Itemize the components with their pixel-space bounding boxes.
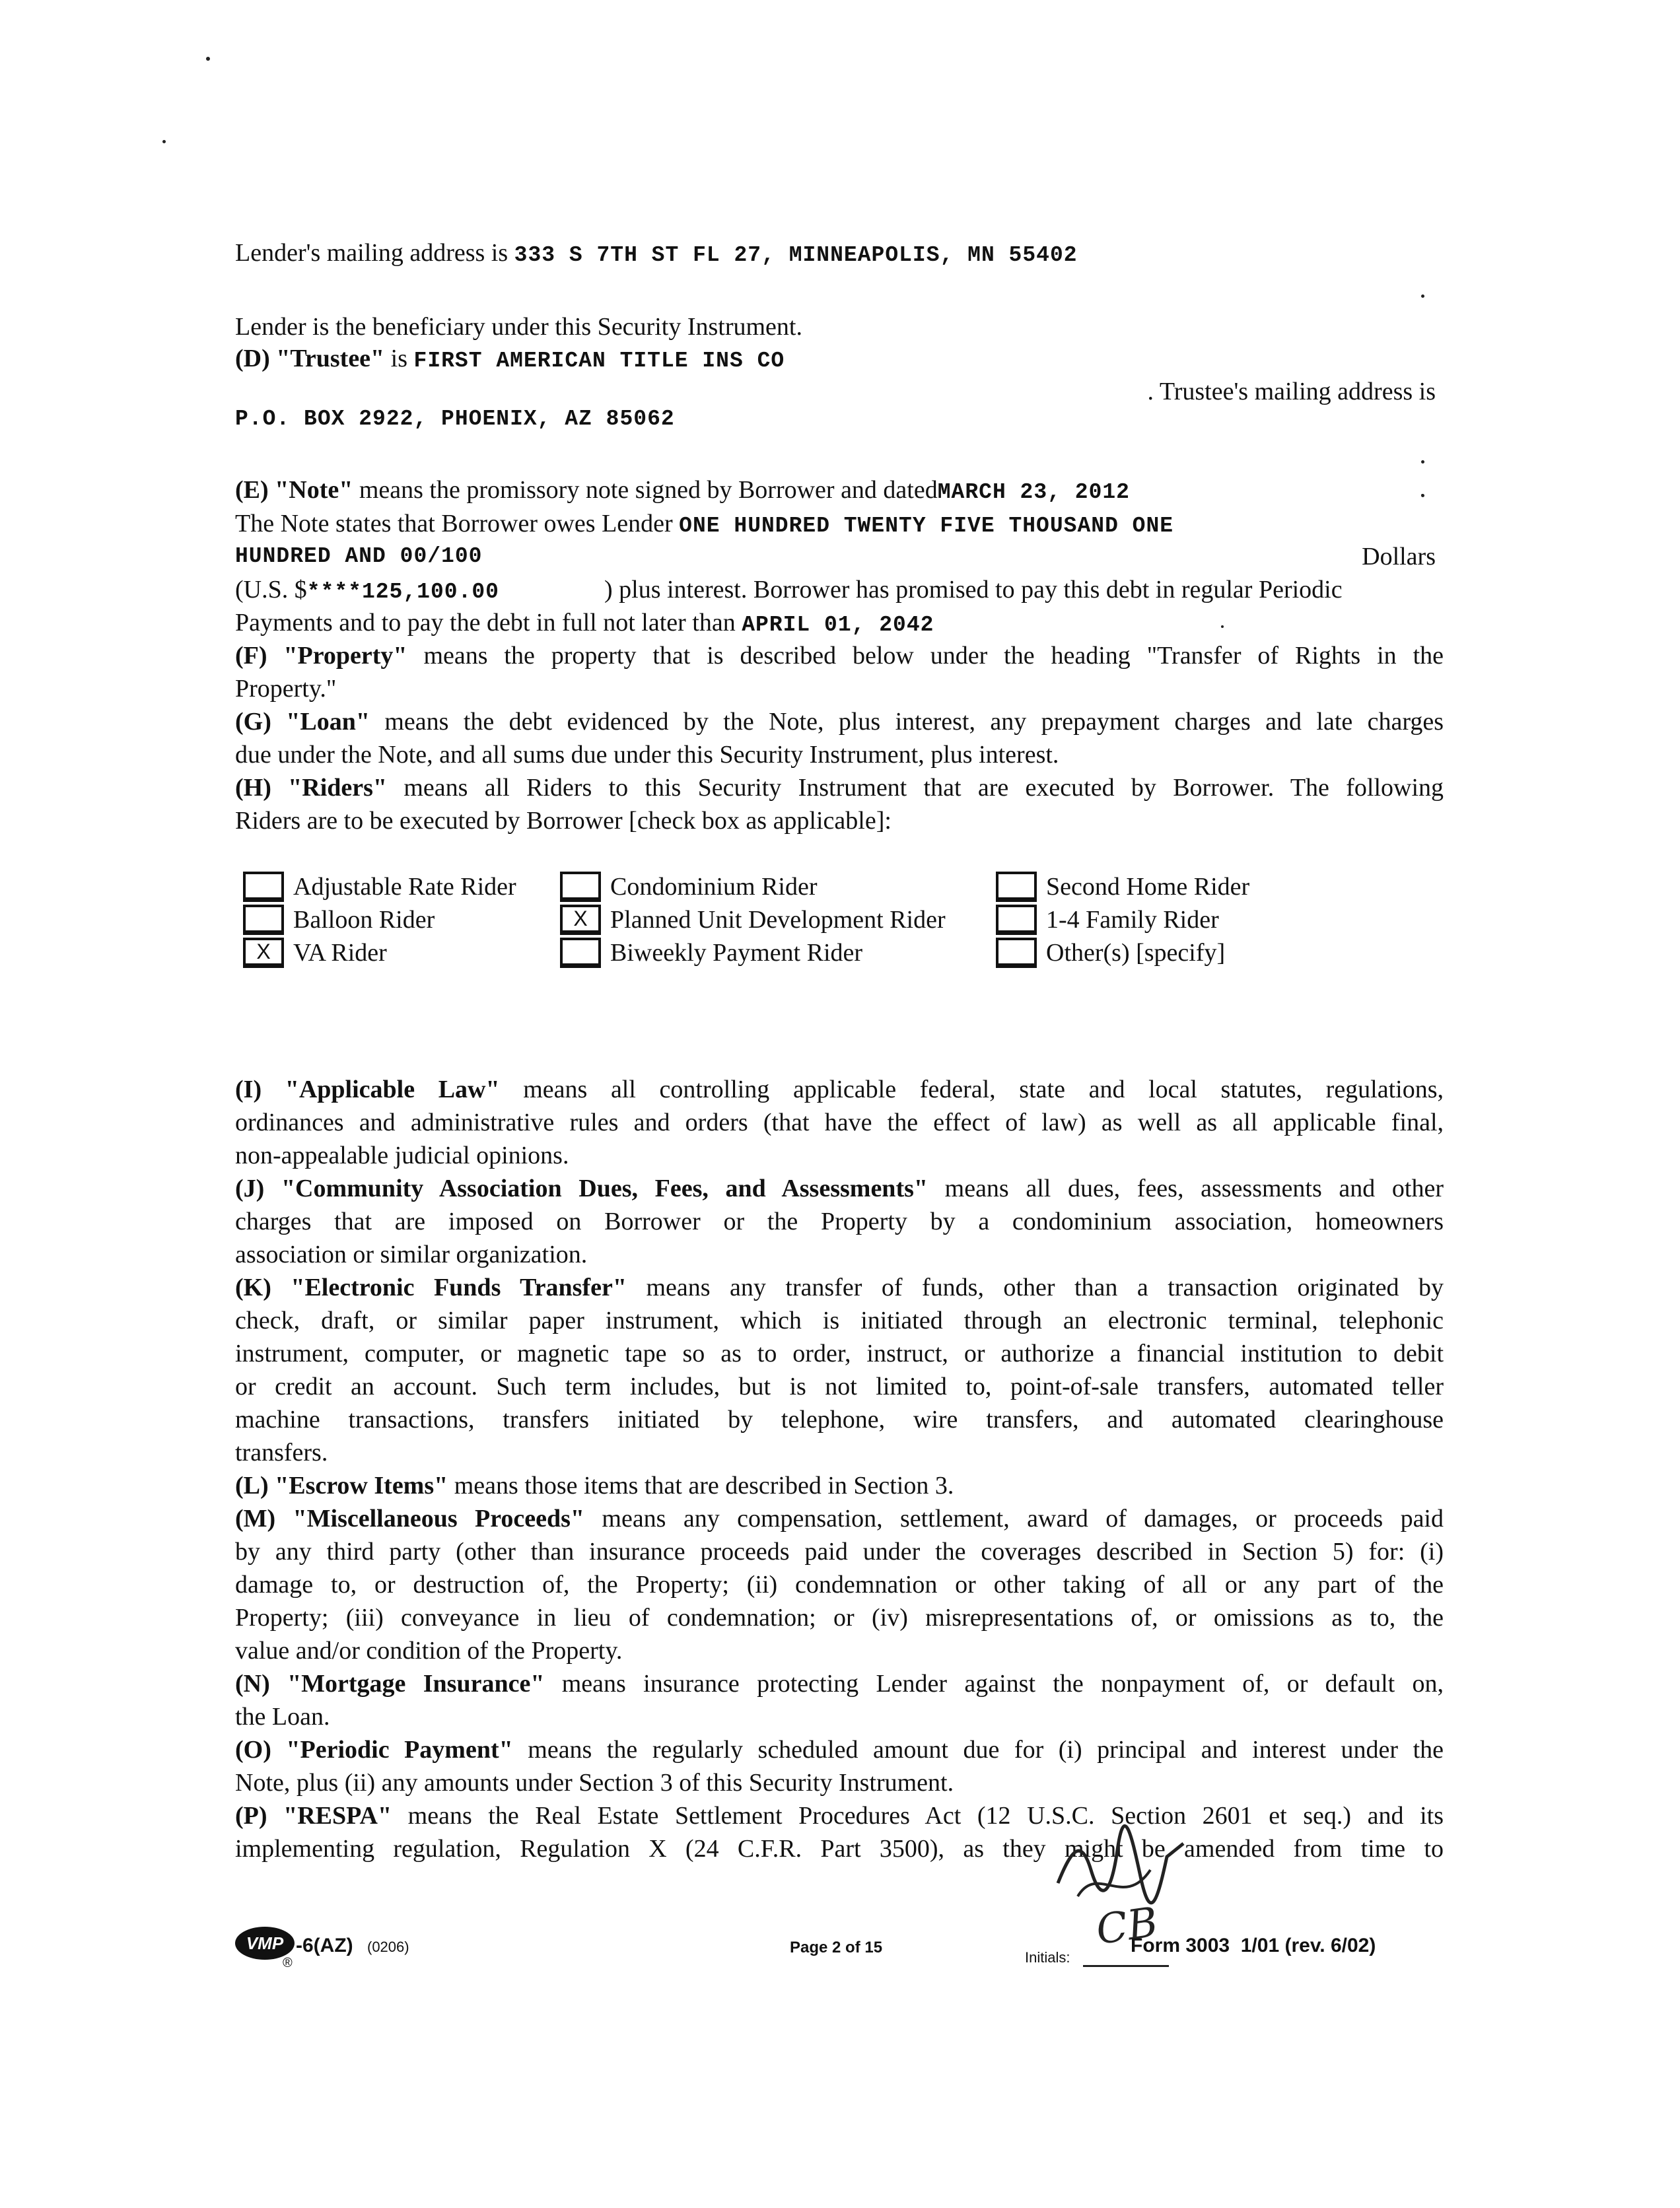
rider-label: VA Rider bbox=[293, 939, 387, 967]
definition-text: means all dues, fees, assessments and other bbox=[944, 1175, 1444, 1202]
note-line-2 bbox=[235, 507, 1173, 543]
definition-line bbox=[235, 1733, 1444, 1766]
rider-checkbox[interactable] bbox=[996, 872, 1037, 902]
rider-checkbox[interactable] bbox=[243, 872, 284, 902]
definition-line bbox=[235, 639, 1444, 672]
definition-line bbox=[235, 1700, 330, 1733]
definition-line bbox=[235, 1568, 1444, 1601]
definition-text: means the Real Estate Settlement Procedures Act (12 U.S.C. Section 2601 et seq.) and its bbox=[407, 1802, 1444, 1830]
definition-line bbox=[235, 1205, 1444, 1238]
definition-line bbox=[235, 1799, 1444, 1832]
rider-label: Balloon Rider bbox=[293, 906, 435, 934]
note-line-1 bbox=[235, 473, 1130, 509]
definition-label: (F) "Property" bbox=[235, 642, 407, 670]
definition-text: means insurance protecting Lender against the nonpayment of, or default on, bbox=[561, 1670, 1444, 1698]
note-text-1: means the promissory note signed by Borrower and dated bbox=[359, 476, 938, 504]
registered-mark: ® bbox=[283, 1956, 293, 1970]
definition-text: Property." bbox=[235, 675, 337, 703]
rider-checkbox[interactable] bbox=[996, 938, 1037, 968]
rider-checkbox[interactable] bbox=[243, 905, 284, 935]
note-label: (E) "Note" bbox=[235, 476, 353, 504]
trustee-name: FIRST AMERICAN TITLE INS CO bbox=[413, 349, 785, 373]
definition-text: ordinances and administrative rules and orders (that have the effect of law) as well as all applicable final, bbox=[235, 1109, 1444, 1136]
definition-text: charges that are imposed on Borrower or the Property by a condominium association, homeowners bbox=[235, 1208, 1444, 1235]
definition-line bbox=[235, 1436, 328, 1469]
note-text-4: Payments and to pay the debt in full not later than bbox=[235, 609, 736, 637]
definition-line bbox=[235, 1238, 587, 1271]
definition-line bbox=[235, 738, 1059, 771]
definition-line bbox=[235, 1832, 1444, 1865]
definition-line bbox=[235, 1073, 1444, 1106]
trustee-mailing-label: . Trustee's mailing address is bbox=[1147, 378, 1436, 405]
definition-text: implementing regulation, Regulation X (24 C.F.R. Part 3500), as they might be amended from time to bbox=[235, 1835, 1444, 1863]
definition-text: damage to, or destruction of, the Property; (ii) condemnation or other taking of all or any part of the bbox=[235, 1571, 1444, 1599]
definition-text: means the regularly scheduled amount due for (i) principal and interest under the bbox=[528, 1736, 1444, 1764]
note-maturity: APRIL 01, 2042 bbox=[742, 613, 934, 637]
definition-line bbox=[235, 1601, 1444, 1634]
trustee-line bbox=[235, 342, 785, 378]
form-number: Form 3003 1/01 (rev. 6/02) bbox=[1131, 1935, 1376, 1956]
note-amount-words-2: HUNDRED AND 00/100 bbox=[235, 544, 483, 569]
definition-text: value and/or condition of the Property. bbox=[235, 1637, 623, 1665]
definition-line bbox=[235, 1337, 1444, 1370]
rider-label: Adjustable Rate Rider bbox=[293, 873, 516, 901]
note-line-4 bbox=[235, 573, 499, 609]
note-date: MARCH 23, 2012 bbox=[937, 480, 1130, 504]
form-rev: (0206) bbox=[367, 1939, 409, 1955]
scan-dot bbox=[162, 140, 166, 143]
note-amount: ****125,100.00 bbox=[306, 580, 499, 604]
definition-line bbox=[235, 804, 892, 837]
definition-line bbox=[235, 1403, 1444, 1436]
trustee-address: P.O. BOX 2922, PHOENIX, AZ 85062 bbox=[235, 407, 675, 431]
initials-underline bbox=[1083, 1965, 1169, 1967]
definition-text: the Loan. bbox=[235, 1703, 330, 1731]
lender-address-line bbox=[235, 236, 1078, 272]
initials-value: CB bbox=[1093, 1897, 1161, 1954]
definition-label: (J) "Community Association Dues, Fees, and Assessments" bbox=[235, 1175, 928, 1202]
rider-checkbox[interactable] bbox=[996, 905, 1037, 935]
definition-text: due under the Note, and all sums due under this Security Instrument, plus interest. bbox=[235, 741, 1059, 769]
definition-line bbox=[235, 1304, 1444, 1337]
rider-checkbox[interactable] bbox=[560, 938, 601, 968]
vmp-logo-text: VMP bbox=[246, 1933, 284, 1953]
definition-label: (L) "Escrow Items" bbox=[235, 1472, 448, 1500]
definition-text: Note, plus (ii) any amounts under Section 3 of this Security Instrument. bbox=[235, 1769, 954, 1797]
definition-text: Property; (iii) conveyance in lieu of condemnation; or (iv) misrepresentations of, or omissions as to, the bbox=[235, 1604, 1444, 1632]
note-dollars: Dollars bbox=[1362, 543, 1436, 570]
definition-label: (H) "Riders" bbox=[235, 774, 388, 802]
rider-label: Second Home Rider bbox=[1046, 873, 1250, 901]
rider-label: Other(s) [specify] bbox=[1046, 939, 1226, 967]
definition-label: (N) "Mortgage Insurance" bbox=[235, 1670, 545, 1698]
definition-line bbox=[235, 1469, 954, 1502]
definition-label: (M) "Miscellaneous Proceeds" bbox=[235, 1505, 585, 1533]
definition-text: non-appealable judicial opinions. bbox=[235, 1142, 569, 1169]
definition-line bbox=[235, 1370, 1444, 1403]
definition-text: check, draft, or similar paper instrument, which is initiated through an electronic terminal, telephonic bbox=[235, 1307, 1444, 1334]
definition-label: (G) "Loan" bbox=[235, 708, 370, 736]
definition-line bbox=[235, 771, 1444, 804]
scan-dot bbox=[1421, 494, 1424, 497]
page-number: Page 2 of 15 bbox=[790, 1939, 883, 1956]
rider-label: Planned Unit Development Rider bbox=[610, 906, 946, 934]
initials-label: Initials: bbox=[1025, 1949, 1070, 1966]
definition-line bbox=[235, 1502, 1444, 1535]
definition-text: means any compensation, settlement, award of damages, or proceeds paid bbox=[602, 1505, 1444, 1533]
rider-checkbox[interactable] bbox=[560, 872, 601, 902]
scan-dot bbox=[1221, 625, 1224, 628]
rider-label: 1-4 Family Rider bbox=[1046, 906, 1219, 934]
note-text-3: ) plus interest. Borrower has promised to pay this debt in regular Periodic bbox=[604, 576, 1343, 604]
definition-text: instrument, computer, or magnetic tape so as to order, instruct, or authorize a financial institution to debit bbox=[235, 1340, 1444, 1367]
definition-label: (I) "Applicable Law" bbox=[235, 1076, 500, 1103]
definition-text: by any third party (other than insurance proceeds paid under the coverages described in Section 5) for: (i) bbox=[235, 1538, 1444, 1566]
definition-label: (O) "Periodic Payment" bbox=[235, 1736, 513, 1764]
definition-line bbox=[235, 1106, 1444, 1139]
definition-text: transfers. bbox=[235, 1439, 328, 1466]
rider-label: Condominium Rider bbox=[610, 873, 818, 901]
vmp-logo bbox=[235, 1927, 295, 1960]
definition-text: means the property that is described below under the heading "Transfer of Rights in the bbox=[423, 642, 1444, 670]
definition-label: (P) "RESPA" bbox=[235, 1802, 392, 1830]
note-amount-words-1: ONE HUNDRED TWENTY FIVE THOUSAND ONE bbox=[679, 514, 1174, 538]
note-usd-prefix: (U.S. $ bbox=[235, 576, 307, 604]
definition-text: machine transactions, transfers initiated by telephone, wire transfers, and automated clearinghouse bbox=[235, 1406, 1444, 1433]
rider-checkbox[interactable]: X bbox=[243, 938, 284, 968]
lender-beneficiary: Lender is the beneficiary under this Security Instrument. bbox=[235, 313, 802, 341]
definition-line bbox=[235, 1271, 1444, 1304]
definition-line bbox=[235, 1139, 569, 1172]
rider-checkbox[interactable]: X bbox=[560, 905, 601, 935]
trustee-is: is bbox=[390, 345, 408, 372]
definition-text: means all Riders to this Security Instrument that are executed by Borrower. The following bbox=[403, 774, 1444, 802]
scan-dot bbox=[1421, 460, 1424, 464]
lender-address-label: Lender's mailing address is bbox=[235, 239, 508, 267]
scan-dot bbox=[206, 57, 210, 61]
trustee-label: (D) "Trustee" bbox=[235, 345, 385, 372]
definition-label: (K) "Electronic Funds Transfer" bbox=[235, 1274, 627, 1301]
definition-line bbox=[235, 1535, 1444, 1568]
definition-text: means all controlling applicable federal, state and local statutes, regulations, bbox=[523, 1076, 1444, 1103]
definition-line bbox=[235, 1172, 1444, 1205]
scan-dot bbox=[1421, 294, 1424, 298]
rider-label: Biweekly Payment Rider bbox=[610, 939, 863, 967]
note-line-5 bbox=[235, 606, 934, 642]
definition-text: means those items that are described in Section 3. bbox=[454, 1472, 954, 1500]
definition-line bbox=[235, 672, 336, 705]
definition-text: Riders are to be executed by Borrower [check box as applicable]: bbox=[235, 807, 892, 835]
definition-line bbox=[235, 705, 1444, 738]
definition-line bbox=[235, 1634, 622, 1667]
definition-line bbox=[235, 1766, 954, 1799]
definition-text: association or similar organization. bbox=[235, 1241, 588, 1268]
form-code: -6(AZ) bbox=[296, 1935, 353, 1956]
definition-line bbox=[235, 1667, 1444, 1700]
definition-text: means any transfer of funds, other than a transaction originated by bbox=[646, 1274, 1444, 1301]
note-text-2: The Note states that Borrower owes Lender bbox=[235, 510, 673, 537]
definition-text: means the debt evidenced by the Note, plus interest, any prepayment charges and late charges bbox=[384, 708, 1444, 736]
handwritten-scribble bbox=[1051, 1824, 1190, 1916]
definition-text: or credit an account. Such term includes, but is not limited to, point-of-sale transfers, automated teller bbox=[235, 1373, 1444, 1400]
lender-address-value: 333 S 7TH ST FL 27, MINNEAPOLIS, MN 55402 bbox=[514, 243, 1078, 267]
